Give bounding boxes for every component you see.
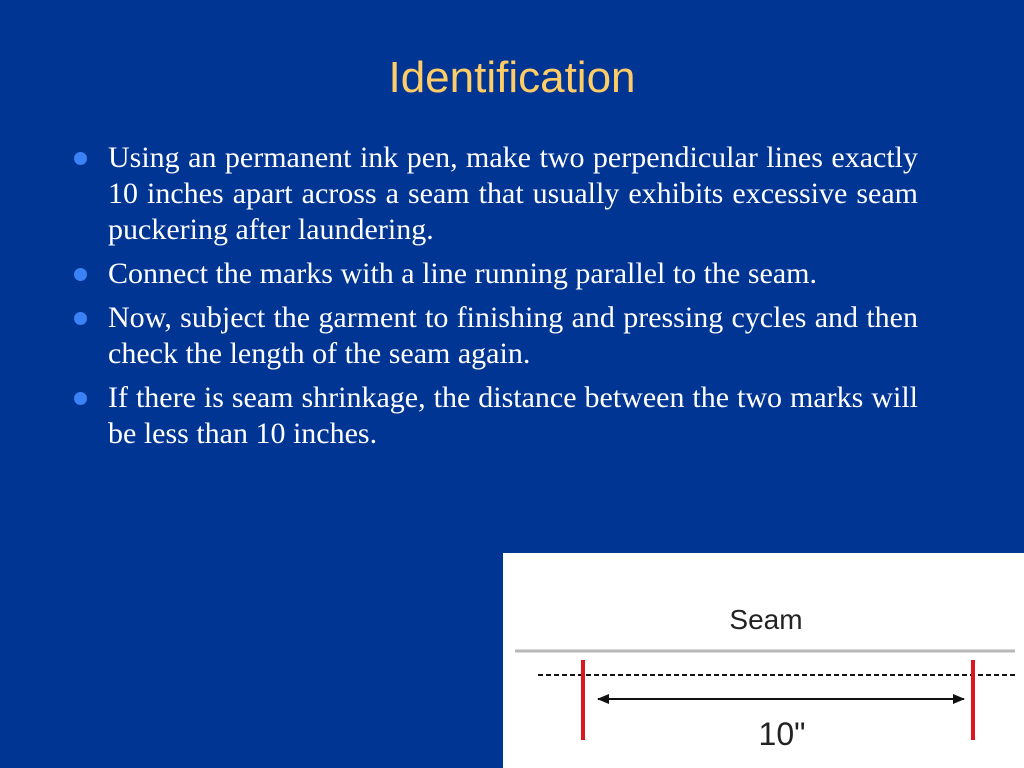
bullet-text: Using an permanent ink pen, make two perpendicular lines exactly 10 inches apart across a seam that usually exhibits excessive seam puckering after laundering. — [108, 141, 918, 246]
seam-label: Seam — [729, 604, 803, 635]
bullet-item — [70, 300, 918, 372]
bullet-list — [70, 140, 918, 460]
bullet-text: Connect the marks with a line running parallel to the seam. — [108, 257, 817, 290]
slide-title: Identification — [388, 53, 636, 102]
distance-label: 10" — [758, 716, 806, 752]
bullet-item — [70, 140, 918, 248]
bullet-dot-icon — [74, 268, 87, 281]
bullet-dot-icon — [74, 312, 87, 325]
seam-diagram — [503, 553, 1024, 768]
bullet-dot-icon — [74, 392, 87, 405]
bullet-text: Now, subject the garment to finishing and pressing cycles and then check the length of the seam again. — [108, 301, 918, 370]
bullet-item — [70, 380, 918, 452]
bullet-dot-icon — [74, 152, 87, 165]
seam-diagram-graphic — [503, 553, 1024, 768]
bullet-item — [70, 256, 918, 292]
bullet-text: If there is seam shrinkage, the distance between the two marks will be less than 10 inches. — [108, 381, 918, 450]
